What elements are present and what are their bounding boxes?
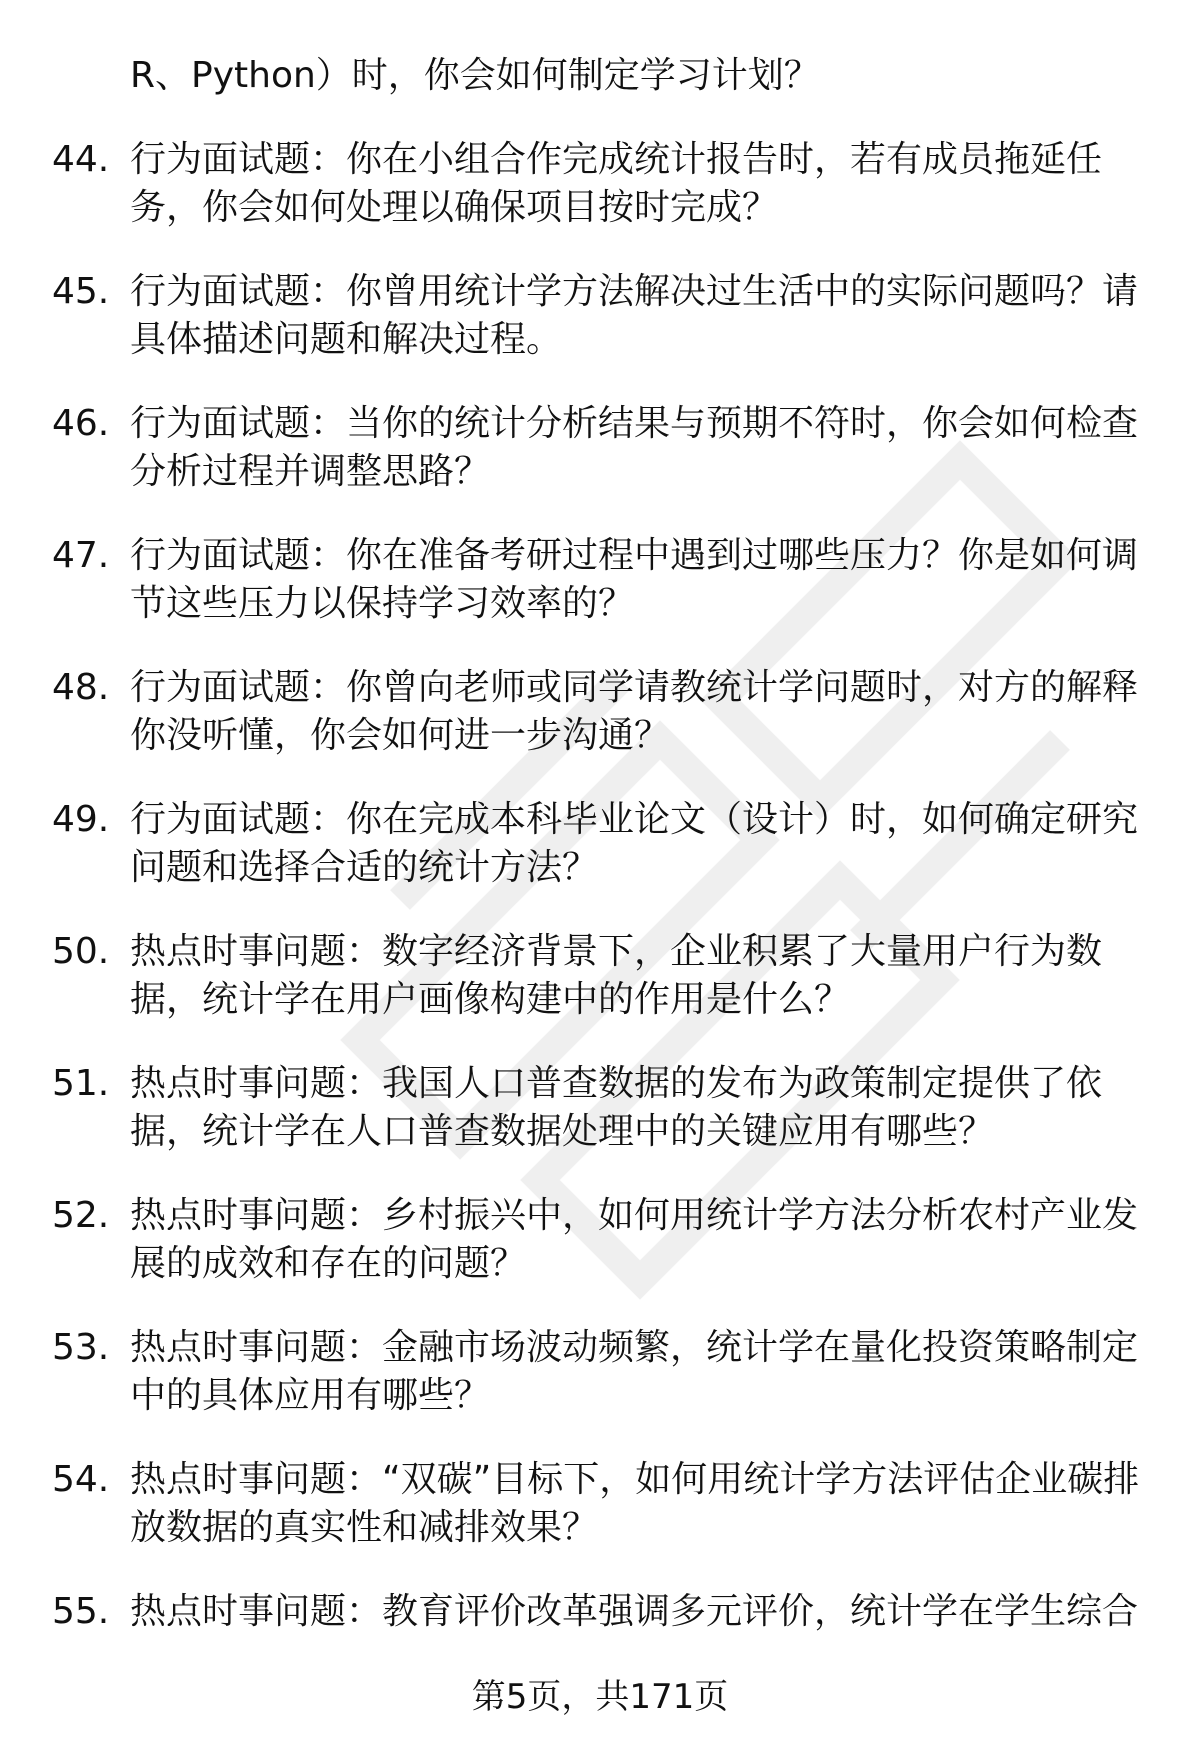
question-text: 热点时事问题：乡村振兴中，如何用统计学方法分析农村产业发展的成效和存在的问题？ bbox=[130, 1195, 1139, 1284]
question-number: 48. bbox=[52, 667, 110, 708]
question-number: 54. bbox=[52, 1459, 110, 1500]
list-item bbox=[0, 1324, 1200, 1420]
question-number: 47. bbox=[52, 535, 110, 576]
question-number: 52. bbox=[52, 1195, 110, 1236]
page-footer: 第5页，共171页 bbox=[471, 1677, 729, 1717]
question-number: 46. bbox=[52, 403, 110, 444]
question-number: 53. bbox=[52, 1327, 110, 1368]
question-number: 51. bbox=[52, 1063, 110, 1104]
question-text: 行为面试题：当你的统计分析结果与预期不符时，你会如何检查分析过程并调整思路？ bbox=[130, 403, 1139, 492]
question-text: 热点时事问题：数字经济背景下，企业积累了大量用户行为数据，统计学在用户画像构建中的作用是什么？ bbox=[130, 931, 1103, 1020]
question-text: 行为面试题：你曾向老师或同学请教统计学问题时，对方的解释你没听懂，你会如何进一步沟通？ bbox=[130, 667, 1139, 756]
list-item bbox=[0, 1456, 1200, 1552]
question-number: 45. bbox=[52, 271, 110, 312]
list-item bbox=[0, 928, 1200, 1024]
list-item bbox=[0, 1060, 1200, 1156]
list-item bbox=[0, 664, 1200, 760]
question-text: 行为面试题：你在小组合作完成统计报告时，若有成员拖延任务，你会如何处理以确保项目按时完成？ bbox=[130, 139, 1103, 228]
question-number: 44. bbox=[52, 139, 110, 180]
list-item bbox=[0, 400, 1200, 496]
list-item bbox=[0, 136, 1200, 232]
question-text: 热点时事问题：金融市场波动频繁，统计学在量化投资策略制定中的具体应用有哪些？ bbox=[130, 1327, 1139, 1416]
continued-question-text: R、Python）时，你会如何制定学习计划？ bbox=[130, 55, 820, 96]
question-text: 热点时事问题：教育评价改革强调多元评价，统计学在学生综合 bbox=[130, 1591, 1139, 1632]
question-text: 行为面试题：你在完成本科毕业论文（设计）时，如何确定研究问题和选择合适的统计方法？ bbox=[130, 799, 1139, 888]
list-item bbox=[0, 796, 1200, 892]
list-item bbox=[0, 1192, 1200, 1288]
question-text: 行为面试题：你在准备考研过程中遇到过哪些压力？你是如何调节这些压力以保持学习效率的？ bbox=[130, 535, 1139, 624]
question-text: 热点时事问题：“双碳”目标下，如何用统计学方法评估企业碳排放数据的真实性和减排效果？ bbox=[130, 1459, 1140, 1548]
list-item bbox=[0, 532, 1200, 628]
list-item bbox=[0, 268, 1200, 364]
list-item bbox=[0, 1588, 1200, 1636]
question-text: 行为面试题：你曾用统计学方法解决过生活中的实际问题吗？请具体描述问题和解决过程。 bbox=[130, 271, 1139, 360]
question-number: 50. bbox=[52, 931, 110, 972]
question-number: 49. bbox=[52, 799, 110, 840]
question-number: 55. bbox=[52, 1591, 110, 1632]
question-text: 热点时事问题：我国人口普查数据的发布为政策制定提供了依据，统计学在人口普查数据处理中的关键应用有哪些？ bbox=[130, 1063, 1103, 1152]
question-list bbox=[0, 52, 1200, 1672]
